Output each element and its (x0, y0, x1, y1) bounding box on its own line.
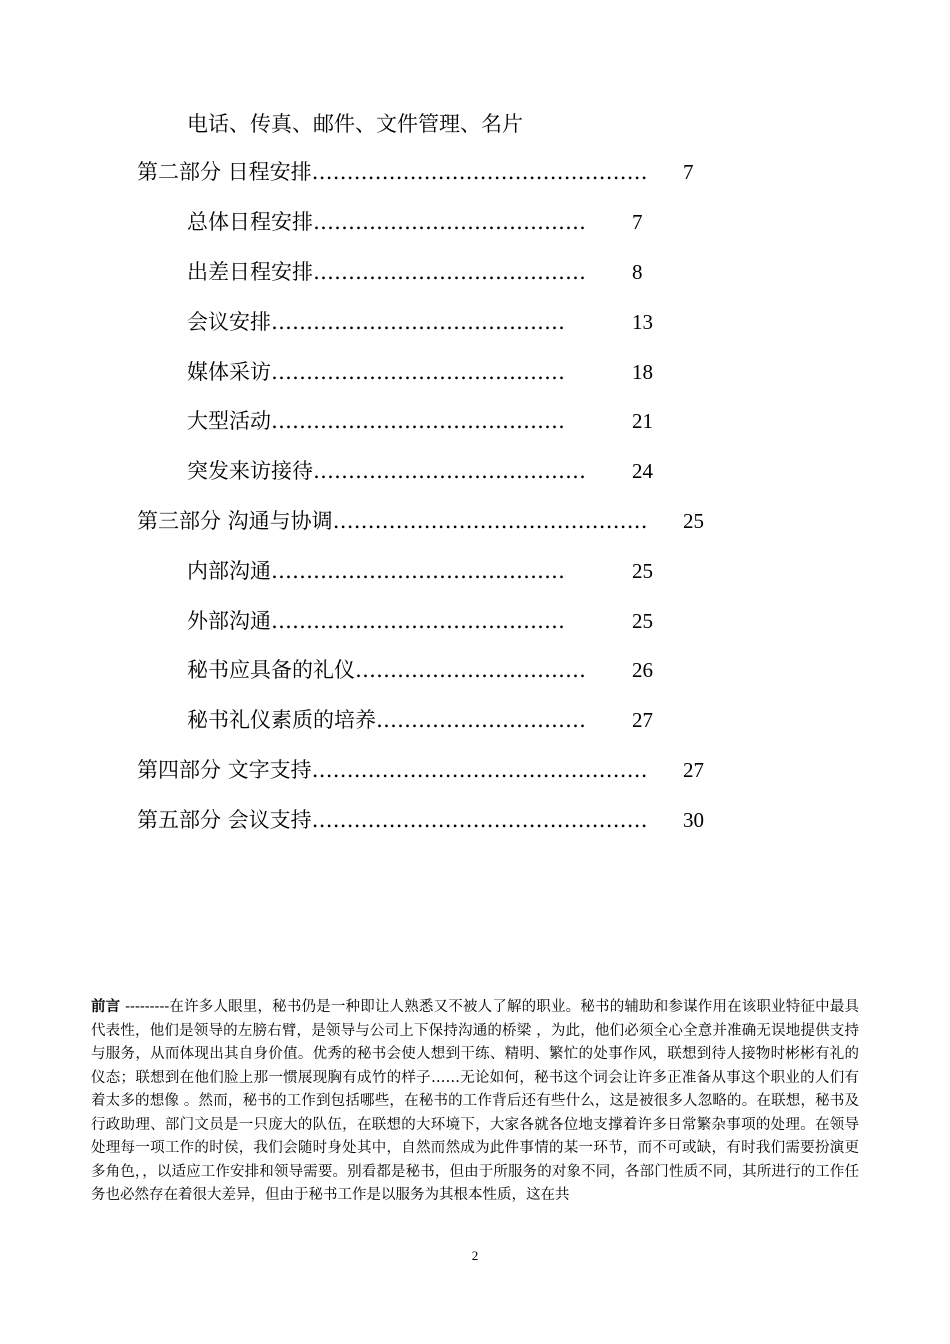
toc-page-number: 13 (632, 310, 653, 334)
toc-page-number: 24 (632, 459, 653, 483)
toc-entry: 突发来访接待………………………………… (187, 459, 586, 483)
toc-page-number: 25 (632, 609, 653, 633)
toc-entry: 第三部分 沟通与协调……………………………………… (137, 509, 648, 533)
toc-entry: 媒体采访…………………………………… (187, 360, 565, 384)
toc-page-number: 27 (632, 708, 653, 732)
toc-entry: 第四部分 文字支持………………………………………… (137, 758, 648, 782)
toc-entry: 第二部分 日程安排………………………………………… (137, 160, 648, 184)
toc-entry: 秘书礼仪素质的培养………………………… (187, 708, 586, 732)
toc-page-number: 18 (632, 360, 653, 384)
toc-entry: 出差日程安排………………………………… (187, 260, 586, 284)
toc-entry: 内部沟通…………………………………… (187, 559, 565, 583)
toc-page-number: 7 (683, 160, 694, 184)
toc-entry: 秘书应具备的礼仪…………………………… (187, 658, 586, 682)
toc-page-number: 25 (683, 509, 704, 533)
preface-label: 前言 (91, 998, 121, 1015)
toc-entry: 第五部分 会议支持………………………………………… (137, 808, 648, 832)
toc-page-number: 8 (632, 260, 643, 284)
toc-entry: 电话、传真、邮件、文件管理、名片 (187, 112, 523, 136)
toc-entry: 大型活动…………………………………… (187, 409, 565, 433)
toc-page-number: 21 (632, 409, 653, 433)
toc-entry: 会议安排…………………………………… (187, 310, 565, 334)
toc-page-number: 7 (632, 210, 643, 234)
preface-paragraph (91, 995, 859, 1208)
page-number: 2 (471, 1248, 479, 1263)
preface-text: ---------在许多人眼里，秘书仍是一种即让人熟悉又不被人了解的职业。秘书的辅助和参谋作用在该职业特征中最具代表性，他们是领导的左膀右臂，是领导与公司上下保持沟通的桥梁 ，为此，他们必须全心全意并准确无误地提供支持与服务，从而体现出其自身价值。优秀的秘书会使人想到干练、精明、繁忙的处事作风，联想到待人接物时彬彬有礼的仪态；联想到在他们脸上那一惯展现胸有成竹的样子……无论如何，秘书这个词会让许多正准备从事这个职业的人们有着太多的想像 。然而，秘书的工作到包括哪些，在秘书的工作背后还有些什么，这是被很多人忽略的。在联想，秘书及行政助理、部门文员是一只庞大的队伍，在联想的大环境下，大家各就各位地支撑着许多日常繁杂事项的处理。在领导处理每一项工作的时侯，我们会随时身处其中，自然而然成为此件事情的某一环节，而不可或缺，有时我们需要扮演更多角色，，以适应工作安排和领导需要。别看都是秘书，但由于所服务的对象不同，各部门性质不同，其所进行的工作任务也必然存在着很大差异，但由于秘书工作是以服务为其根本性质，这在共 (91, 999, 860, 1203)
toc-page-number: 30 (683, 808, 704, 832)
toc-entry: 总体日程安排………………………………… (187, 210, 586, 234)
toc-page-number: 26 (632, 658, 653, 682)
toc-entry: 外部沟通…………………………………… (187, 609, 565, 633)
toc-page-number: 27 (683, 758, 704, 782)
toc-page-number: 25 (632, 559, 653, 583)
